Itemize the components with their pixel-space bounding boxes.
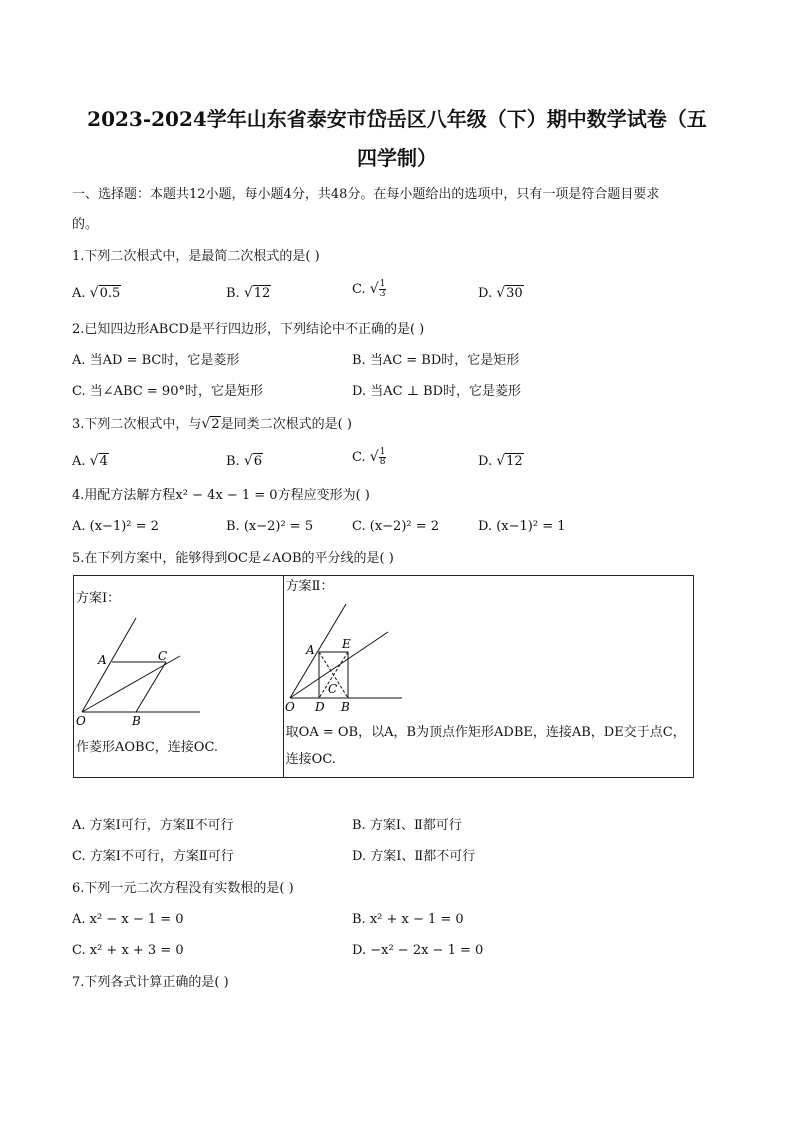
scheme-2-point-o: O [284,700,295,714]
scheme-1-ray-oc [82,656,180,712]
question-5-option-a: A. 方案Ⅰ可行，方案Ⅱ不可行 [72,818,234,833]
scheme-2-cell [283,576,693,778]
scheme-2-diagram [284,576,694,779]
scheme-1-point-a: A [98,653,107,667]
scheme-2-ray-oa [290,604,346,698]
question-1-option-d: D. √30 [478,285,523,301]
question-1-option-c: C. √ $\frac{1}{3}$ [352,279,386,299]
question-2-option-d: D. 当AC ⊥ BD时，它是菱形 [352,384,522,399]
question-3-option-a: A. √4 [72,453,108,469]
question-1-stem: 1.下列二次根式中，是最简二次根式的是( ) [72,249,320,264]
question-4-option-b: B. (x−2)² = 5 [226,519,314,534]
exam-title-line1: 2023-2024学年山东省泰安市岱岳区八年级（下）期中数学试卷（五 [87,107,707,131]
question-4-option-d: D. (x−1)² = 1 [478,519,566,534]
question-3-stem: 3.下列二次根式中，与√2是同类二次根式的是( ) [72,416,352,432]
scheme-2-point-b: B [340,700,350,714]
question-5-option-b: B. 方案Ⅰ、Ⅱ都可行 [352,818,462,833]
scheme-1-point-c: C [158,649,168,663]
question-6-stem: 6.下列一元二次方程没有实数根的是( ) [72,881,294,896]
scheme-2-caption-line2: 连接OC. [285,752,336,767]
scheme-2-caption-line1: 取OA = OB，以A，B为顶点作矩形ADBE，连接AB，DE交于点C， [285,725,686,740]
scheme-1-point-b: B [132,714,141,728]
scheme-1-cell [74,576,284,778]
question-2-option-c: C. 当∠ABC = 90°时，它是矩形 [72,384,263,399]
question-6-option-a: A. x² − x − 1 = 0 [72,912,184,927]
question-3-option-c: C. √ $\frac{1}{8}$ [352,447,386,467]
question-5-scheme-table [73,575,694,778]
question-5-option-c: C. 方案Ⅰ不可行，方案Ⅱ可行 [72,849,234,864]
exam-title-line2: 四学制） [357,146,437,170]
scheme-2-point-c: C [327,682,337,696]
scheme-2-ray-oc [290,632,388,698]
question-2-option-a: A. 当AD = BC时，它是菱形 [72,353,240,368]
question-7-stem: 7.下列各式计算正确的是( ) [72,975,229,990]
question-2-option-b: B. 当AC = BD时，它是矩形 [352,353,520,368]
scheme-2-point-a: A [305,643,315,657]
scheme-1-point-o: O [76,714,86,728]
question-6-option-d: D. −x² − 2x − 1 = 0 [352,943,484,958]
question-4-stem: 4.用配方法解方程x² − 4x − 1 = 0方程应变形为( ) [72,488,370,503]
scheme-1-ray-oa [82,618,136,712]
question-4-option-c: C. (x−2)² = 2 [352,519,440,534]
scheme-2-point-e: E [341,637,351,651]
section-instructions-line2: 的。 [72,217,99,232]
scheme-1-caption: 作菱形AOBC，连接OC. [76,740,219,755]
question-6-option-b: B. x² + x − 1 = 0 [352,912,464,927]
question-2-stem: 2.已知四边形ABCD是平行四边形，下列结论中不正确的是( ) [72,322,425,337]
scheme-1-label: 方案Ⅰ： [76,591,121,606]
section-instructions-line1: 一、选择题：本题共12小题，每小题4分，共48分。在每小题给出的选项中，只有一项是符合题目要求 [72,187,660,202]
question-5-option-d: D. 方案Ⅰ、Ⅱ都不可行 [352,849,476,864]
question-3-option-d: D. √12 [478,453,523,469]
question-6-option-c: C. x² + x + 3 = 0 [72,943,184,958]
question-3-option-b: B. √6 [226,453,263,469]
question-1-option-b: B. √12 [226,285,271,301]
question-5-stem: 5.在下列方案中，能够得到OC是∠AOB的平分线的是( ) [72,551,394,566]
scheme-1-segment-cb [136,662,166,712]
scheme-2-label: 方案Ⅱ： [285,579,334,594]
scheme-2-point-d: D [314,700,325,714]
question-1-option-a: A. √0.5 [72,285,121,301]
question-4-option-a: A. (x−1)² = 2 [72,519,159,534]
